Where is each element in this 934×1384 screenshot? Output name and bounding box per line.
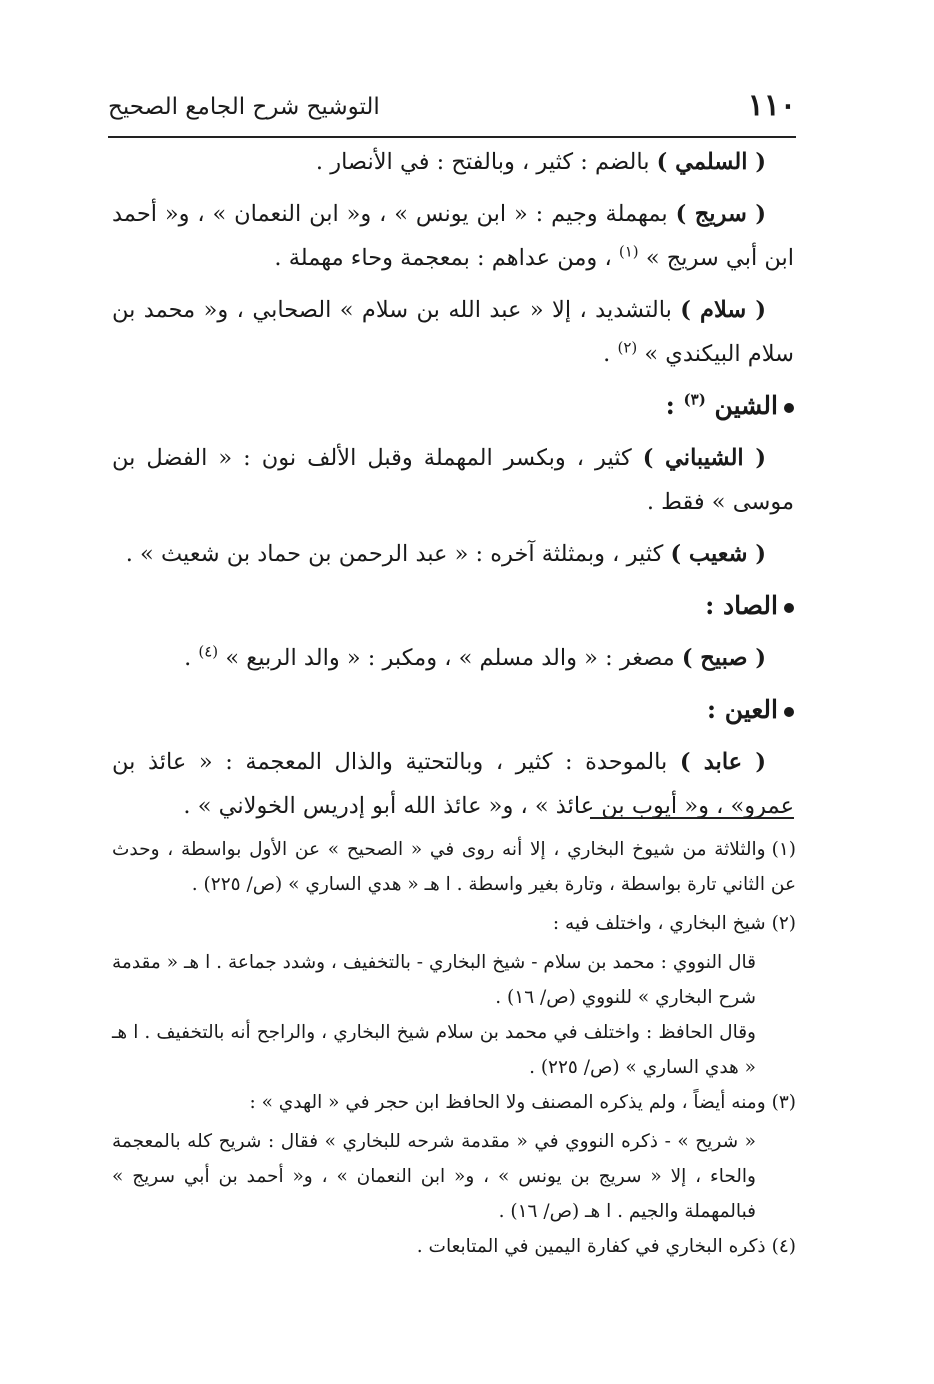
section-heading-sad <box>112 584 794 628</box>
section-heading-shin <box>112 384 794 428</box>
footnotes <box>112 832 796 1268</box>
entry-surayj <box>112 192 794 280</box>
footnote-2-quote-hafiz: وقال الحافظ : واختلف في محمد بن سلام شيخ البخاري ، والراجح أنه بالتخفيف . ا هـ « هدي الساري » (ص/ ٢٢٥) . <box>112 1022 756 1078</box>
footnote-ref: (٣) <box>683 390 706 409</box>
entry-sulami <box>112 140 794 184</box>
entry-term: ( عابد ) <box>679 749 767 775</box>
entry-text: بالضم : كثير ، وبالفتح : في الأنصار . <box>315 149 657 175</box>
entry-text: مصغر : « والد مسلم » ، ومكبر : « والد الربيع » <box>225 645 682 671</box>
footnote-2 <box>112 906 796 941</box>
footnote-1 <box>112 832 796 902</box>
entry-text: كثير ، وبكسر المهملة وقبل الألف نون : « الفضل بن موسى » فقط . <box>112 445 794 515</box>
entry-text: بالتشديد ، إلا « عبد الله بن سلام » الصحابي ، و« محمد بن سلام البيكندي » <box>112 297 794 367</box>
footnote-text: شيخ البخاري ، واختلف فيه : <box>552 913 766 934</box>
footnote-2-quote-nawawi: قال النووي : محمد بن سلام - شيخ البخاري - بالتخفيف ، وشدد جماعة . ا هـ « مقدمة شرح البخاري » للنووي (ص/ ١٦) . <box>112 952 756 1008</box>
footnote-ref: (٤) <box>198 642 219 661</box>
entry-shaybani <box>112 436 794 524</box>
entry-subayh <box>112 636 794 680</box>
entry-text: بالموحدة : كثير ، وبالتحتية والذال المعجمة : « عائذ بن عمرو» ، و« أيوب بن عائذ » ، و« عائذ الله أبو إدريس الخولاني » . <box>112 749 794 819</box>
section-heading-ain <box>112 688 794 732</box>
footnote-ref: (١) <box>618 242 639 261</box>
footnote-number: (١) <box>771 839 796 860</box>
entry-term: ( سلام ) <box>680 297 766 323</box>
footnote-ref: (٢) <box>617 338 638 357</box>
entry-shuayb <box>112 532 794 576</box>
footnote-number: (٣) <box>771 1092 796 1113</box>
entry-term: ( سريج ) <box>675 201 766 227</box>
entry-sallam <box>112 288 794 376</box>
footnote-text: ذكره البخاري في كفارة اليمين في المتابعات . <box>416 1236 766 1257</box>
footnote-4 <box>112 1229 796 1264</box>
section-colon: : <box>706 695 725 724</box>
entry-term: ( الشيباني ) <box>642 445 766 471</box>
footnote-text: ومنه أيضاً ، ولم يذكره المصنف ولا الحافظ ابن حجر في « الهدي » : <box>249 1092 766 1113</box>
footnote-text: والثلاثة من شيوخ البخاري ، إلا أنه روى في « الصحيح » عن الأول بواسطة ، وحدث عن الثاني تارة بواسطة ، وتارة بغير واسطة . ا هـ « هدي الساري » (ص/ ٢٢٥) . <box>112 839 796 895</box>
entry-tail: . <box>184 645 199 671</box>
section-colon: : <box>665 391 684 420</box>
entry-tail: ، ومن عداهم : بمعجمة وحاء مهملة . <box>274 245 619 271</box>
entry-term: ( شعيب ) <box>670 541 766 567</box>
entry-term: ( السلمي ) <box>656 149 766 175</box>
running-title: التوشيح شرح الجامع الصحيح <box>108 94 380 120</box>
entry-text: بمهملة وجيم : « ابن يونس » ، و« ابن النعمان » ، و« أحمد ابن أبي سريج » <box>112 201 794 271</box>
entry-term: ( صبيح ) <box>681 645 766 671</box>
bullet-icon <box>784 707 794 717</box>
footnote-number: (٤) <box>771 1236 796 1257</box>
section-label: الشين <box>714 391 778 420</box>
entry-abid <box>112 740 794 828</box>
page-number: ١١٠ <box>747 88 796 123</box>
section-colon: : <box>705 591 723 620</box>
section-label: العين <box>724 695 778 724</box>
page-header <box>108 86 796 138</box>
footnote-3 <box>112 1085 796 1120</box>
footnote-3-quote: « شريح » - ذكره النووي في « مقدمة شرحه للبخاري » فقال : شريح كله بالمعجمة والحاء ، إلا « سريج بن يونس » ، و« ابن النعمان » ، و« أحمد بن أبي سريج » فبالمهملة والجيم . ا هـ (ص/ ١٦) . <box>112 1131 756 1222</box>
section-label: الصاد <box>723 591 778 620</box>
main-text <box>112 140 794 836</box>
bullet-icon <box>784 603 794 613</box>
entry-text: كثير ، وبمثلثة آخره : « عبد الرحمن بن حماد بن شعيث » . <box>125 541 671 567</box>
bullet-icon <box>784 403 794 413</box>
footnote-divider <box>590 817 794 819</box>
entry-tail: . <box>603 341 618 367</box>
footnote-number: (٢) <box>771 913 796 934</box>
